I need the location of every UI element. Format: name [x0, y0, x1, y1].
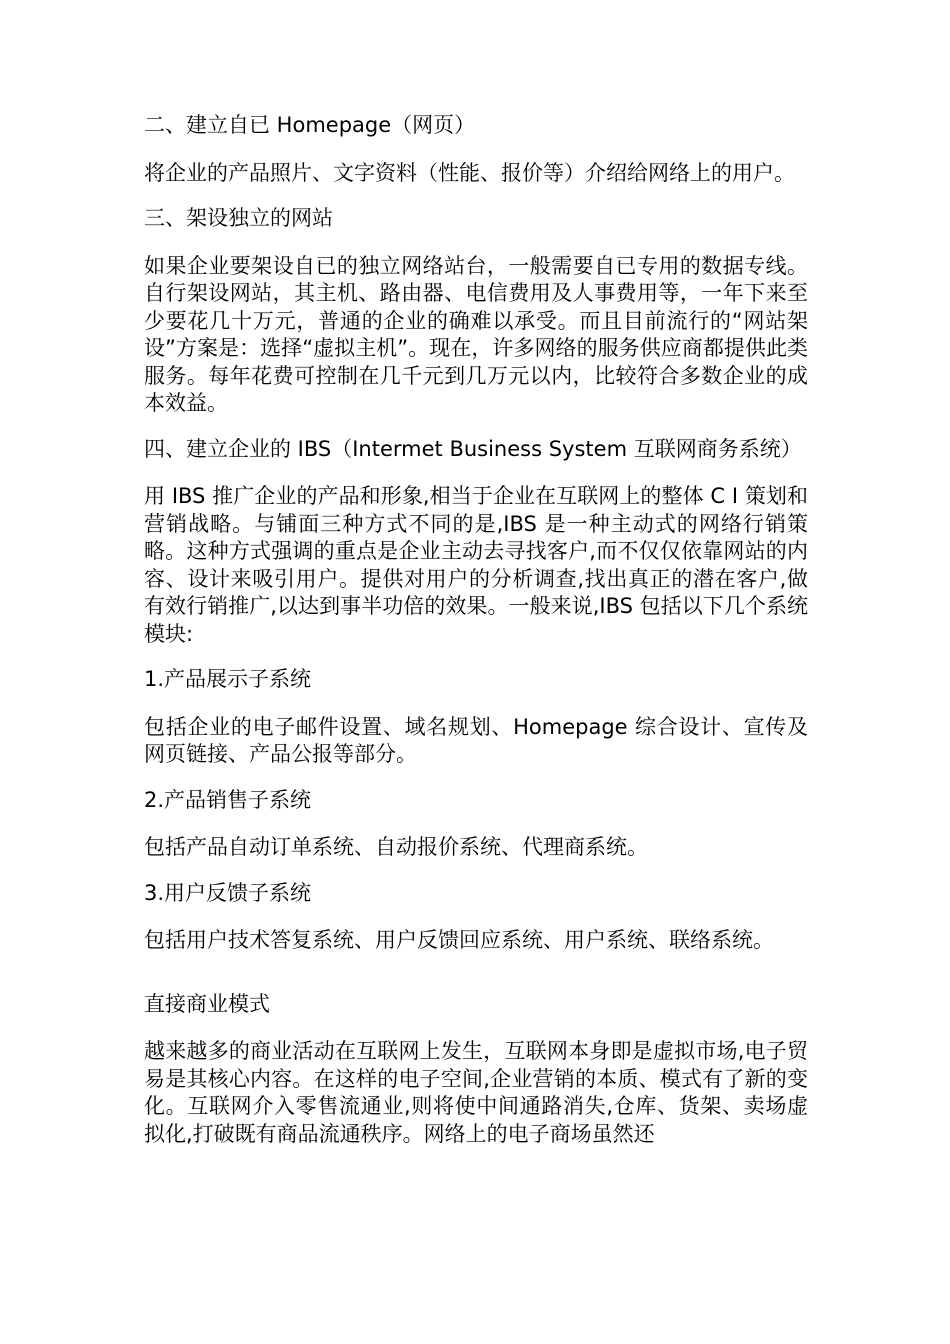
- section-heading-website: 三、架设独立的网站: [144, 206, 333, 230]
- section-heading-homepage: 二、建立自已 Homepage（网页）: [144, 113, 476, 137]
- paragraph-homepage: 将企业的产品照片、文字资料（性能、报价等）介绍给网络上的用户。: [144, 160, 795, 185]
- paragraph-product-sales: 包括产品自动订单系统、自动报价系统、代理商系统。: [144, 835, 648, 859]
- paragraph-product-display: 包括企业的电子邮件设置、域名规划、Homepage 综合设计、宣传及网页链接、产品公报等部分。: [144, 714, 808, 766]
- paragraph-direct-business: 越来越多的商业活动在互联网上发生，互联网本身即是虚拟市场,电子贸易是其核心内容。在这样的电子空间,企业营销的本质、模式有了新的变化。互联网介入零售流通业,则将使中间通路消失,仓库、货架、卖场虚拟化,打破既有商品流通秩序。网络上的电子商场虽然还: [144, 1039, 808, 1146]
- subsection-heading-user-feedback: 3.用户反馈子系统: [144, 880, 312, 905]
- paragraph-ibs: 用 IBS 推广企业的产品和形象,相当于企业在互联网上的整体 C Ⅰ 策划和营销战略。与铺面三种方式不同的是,IBS 是一种主动式的网络行销策略。这种方式强调的重点是企业主动去寻找客户,而不仅仅依靠网站的内容、设计来吸引用户。提供对用户的分析调查,找出真正的潜在客户,做有效行销推广,以达到事半功倍的效果。一般来说,IBS 包括以下几个系统模块:: [144, 484, 808, 646]
- subsection-heading-product-display: 1.产品展示子系统: [144, 667, 312, 691]
- document-page: [144, 112, 808, 1148]
- subsection-heading-product-sales: 2.产品销售子系统: [144, 787, 312, 812]
- section-heading-direct-business: 直接商业模式: [144, 991, 270, 1016]
- paragraph-website: 如果企业要架设自已的独立网络站台，一般需要自已专用的数据专线。自行架设网站，其主机、路由器、电信费用及人事费用等，一年下来至少要花几十万元，普通的企业的确难以承受。而且目前流行的“网站架设”方案是：选择“虚拟主机”。现在，许多网络的服务供应商都提供此类服务。每年花费可控制在几千元到几万元以内，比较符合多数企业的成本效益。: [144, 253, 808, 415]
- paragraph-user-feedback: 包括用户技术答复系统、用户反馈回应系统、用户系统、联络系统。: [144, 928, 774, 952]
- section-heading-ibs: 四、建立企业的 IBS（Intermet Business System 互联网商务系统）: [144, 436, 802, 461]
